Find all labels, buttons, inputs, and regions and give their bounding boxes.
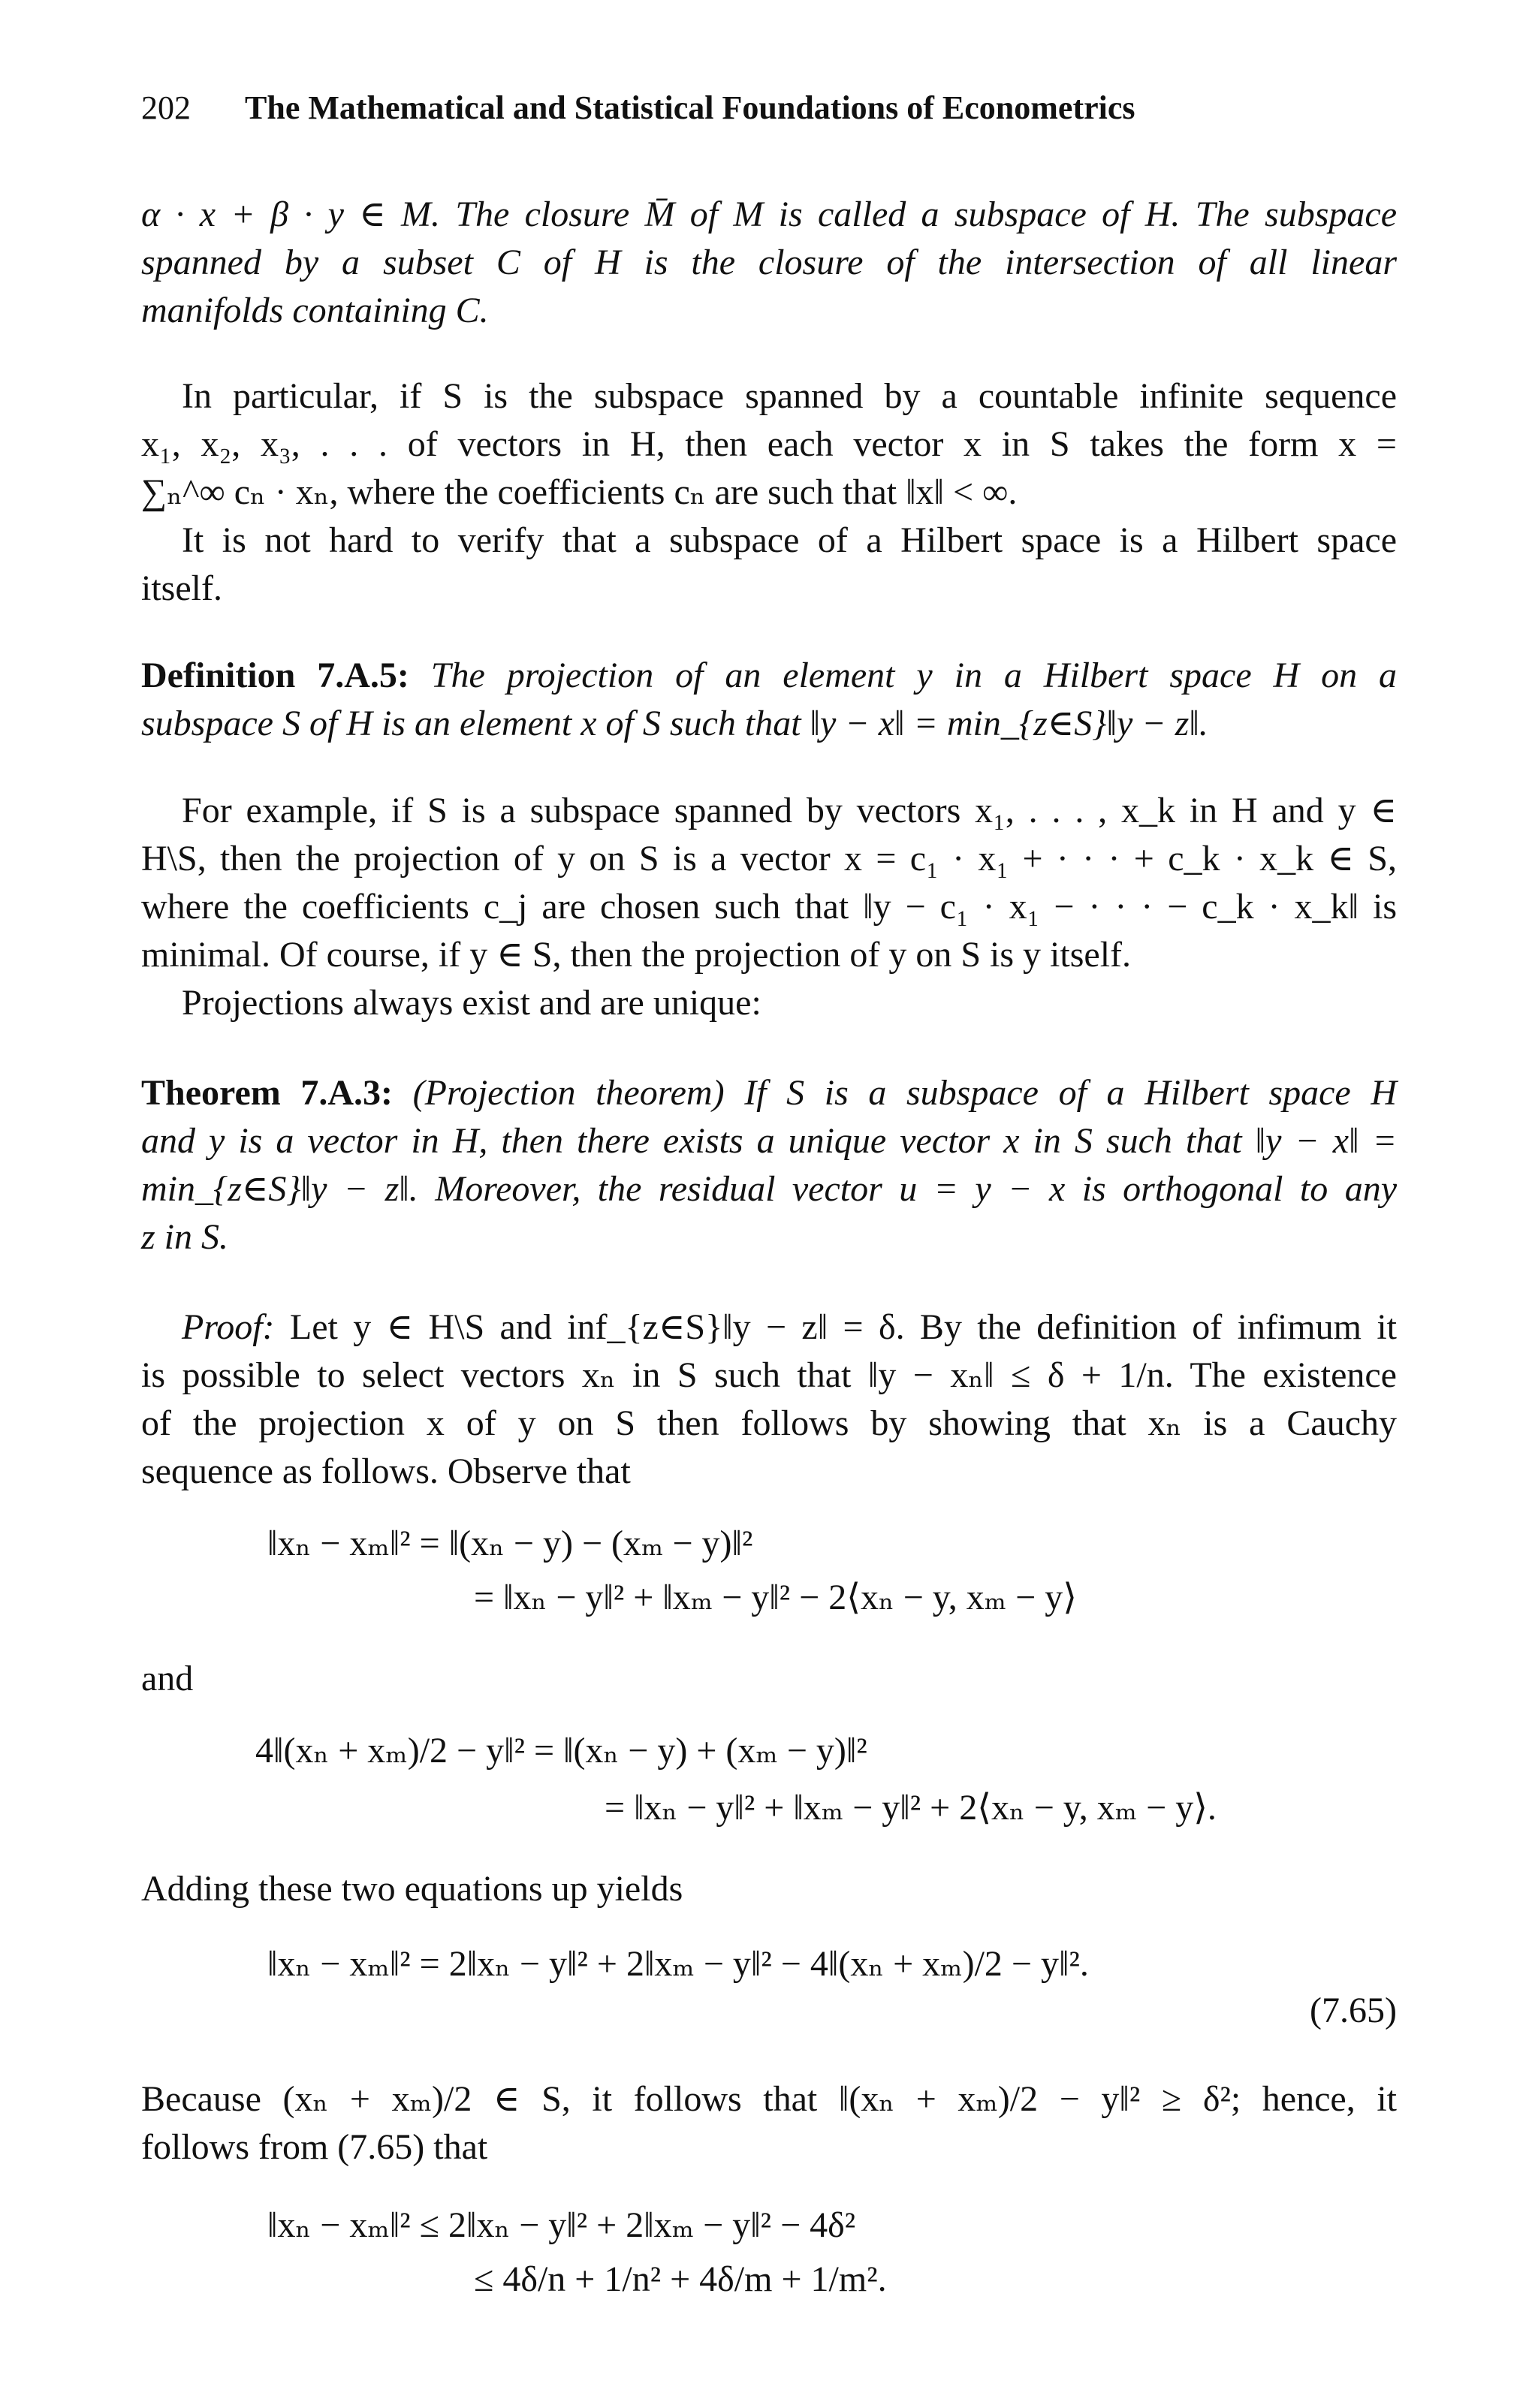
text-line: Projections always exist and are unique: — [182, 983, 761, 1023]
definition-label: Definition 7.A.5: — [141, 655, 409, 695]
equation-line: ‖xₙ − xₘ‖² ≤ 2‖xₙ − y‖² + 2‖xₘ − y‖² − 4δ² — [267, 2205, 856, 2245]
text-line: min_{z∈S}‖y − z‖. Moreover, the residual vector u = y − x is orthogonal to any — [141, 1169, 1397, 1209]
text-line: of the projection x of y on S then follows by showing that xₙ is a Cauchy — [141, 1403, 1397, 1443]
proof-block — [141, 1303, 1397, 1496]
text-line: x₁, x₂, x₃, . . . of vectors in H, then each vector x in S takes the form x = — [141, 424, 1397, 464]
equation-line: ≤ 4δ/n + 1/n² + 4δ/m + 1/m². — [474, 2259, 887, 2299]
text-line: Definition 7.A.5: The projection of an element y in a Hilbert space H on a — [141, 655, 1397, 695]
text-line: subspace S of H is an element x of S such that ‖y − x‖ = min_{z∈S}‖y − z‖. — [141, 704, 1208, 743]
text-line: Proof: Let y ∈ H\S and inf_{z∈S}‖y − z‖ = δ. By the definition of infimum it — [182, 1307, 1397, 1347]
paragraph-intro — [141, 191, 1397, 335]
text-line: where the coefficients c_j are chosen such that ‖y − c₁ · x₁ − · · · − c_k · x_k‖ is — [141, 887, 1397, 927]
text-line: Because (xₙ + xₘ)/2 ∈ S, it follows that ‖(xₙ + xₘ)/2 − y‖² ≥ δ²; hence, it — [141, 2079, 1397, 2119]
equation-line: ‖xₙ − xₘ‖² = 2‖xₙ − y‖² + 2‖xₘ − y‖² − 4‖(xₙ + xₘ)/2 − y‖². — [267, 1944, 1089, 1984]
paragraph-because — [141, 2075, 1397, 2171]
equation-line: = ‖xₙ − y‖² + ‖xₘ − y‖² − 2⟨xₙ − y, xₘ − y⟩ — [474, 1578, 1077, 1617]
text-line: α · x + β · y ∈ M. The closure M̄ of M is called a subspace of H. The subspace — [141, 194, 1397, 234]
text-line: H\S, then the projection of y on S is a vector x = c₁ · x₁ + · · · + c_k · x_k ∈ S, — [141, 839, 1397, 879]
text-line: itself. — [141, 568, 222, 608]
text-line: z in S. — [141, 1217, 229, 1257]
connector-text: Adding these two equations up yields — [141, 1869, 683, 1909]
equation-line: ‖xₙ − xₘ‖² = ‖(xₙ − y) − (xₘ − y)‖² — [267, 1523, 753, 1563]
text-line: is possible to select vectors xₙ in S such that ‖y − xₙ‖ ≤ δ + 1/n. The existence — [141, 1355, 1397, 1395]
text-line: sequence as follows. Observe that — [141, 1451, 631, 1491]
book-title: The Mathematical and Statistical Foundations of Econometrics — [245, 89, 1135, 126]
running-head — [141, 89, 1397, 127]
proof-label: Proof: — [182, 1307, 275, 1347]
text-line: and y is a vector in H, then there exists a unique vector x in S such that ‖y − x‖ = — [141, 1121, 1397, 1161]
theorem-block — [141, 1069, 1397, 1261]
text-line: manifolds containing C. — [141, 291, 489, 330]
text-line: follows from (7.65) that — [141, 2127, 488, 2167]
equation-line: 4‖(xₙ + xₘ)/2 − y‖² = ‖(xₙ − y) + (xₘ − y)‖² — [255, 1731, 867, 1771]
text-line: minimal. Of course, if y ∈ S, then the projection of y on S is y itself. — [141, 935, 1132, 975]
definition-block — [141, 652, 1397, 748]
theorem-label: Theorem 7.A.3: — [141, 1073, 394, 1113]
text-line: It is not hard to verify that a subspace of a Hilbert space is a Hilbert space — [182, 520, 1397, 560]
equation-number: (7.65) — [1310, 1991, 1397, 2030]
text-line: ∑ₙ^∞ cₙ · xₙ, where the coefficients cₙ are such that ‖x‖ < ∞. — [141, 472, 1018, 512]
text-line: Theorem 7.A.3: (Projection theorem) If S is a subspace of a Hilbert space H — [141, 1073, 1398, 1113]
page-number: 202 — [141, 89, 191, 126]
connector-text: and — [141, 1659, 194, 1698]
text-line: In particular, if S is the subspace spanned by a countable infinite sequence — [182, 376, 1397, 416]
paragraph-example — [141, 787, 1397, 1027]
paragraph-particular — [141, 372, 1397, 613]
text-line: spanned by a subset C of H is the closure of the intersection of all linear — [141, 243, 1397, 282]
text-line: For example, if S is a subspace spanned by vectors x₁, . . . , x_k in H and y ∈ — [182, 791, 1397, 830]
equation-line: = ‖xₙ − y‖² + ‖xₘ − y‖² + 2⟨xₙ − y, xₘ − y⟩. — [605, 1788, 1217, 1828]
